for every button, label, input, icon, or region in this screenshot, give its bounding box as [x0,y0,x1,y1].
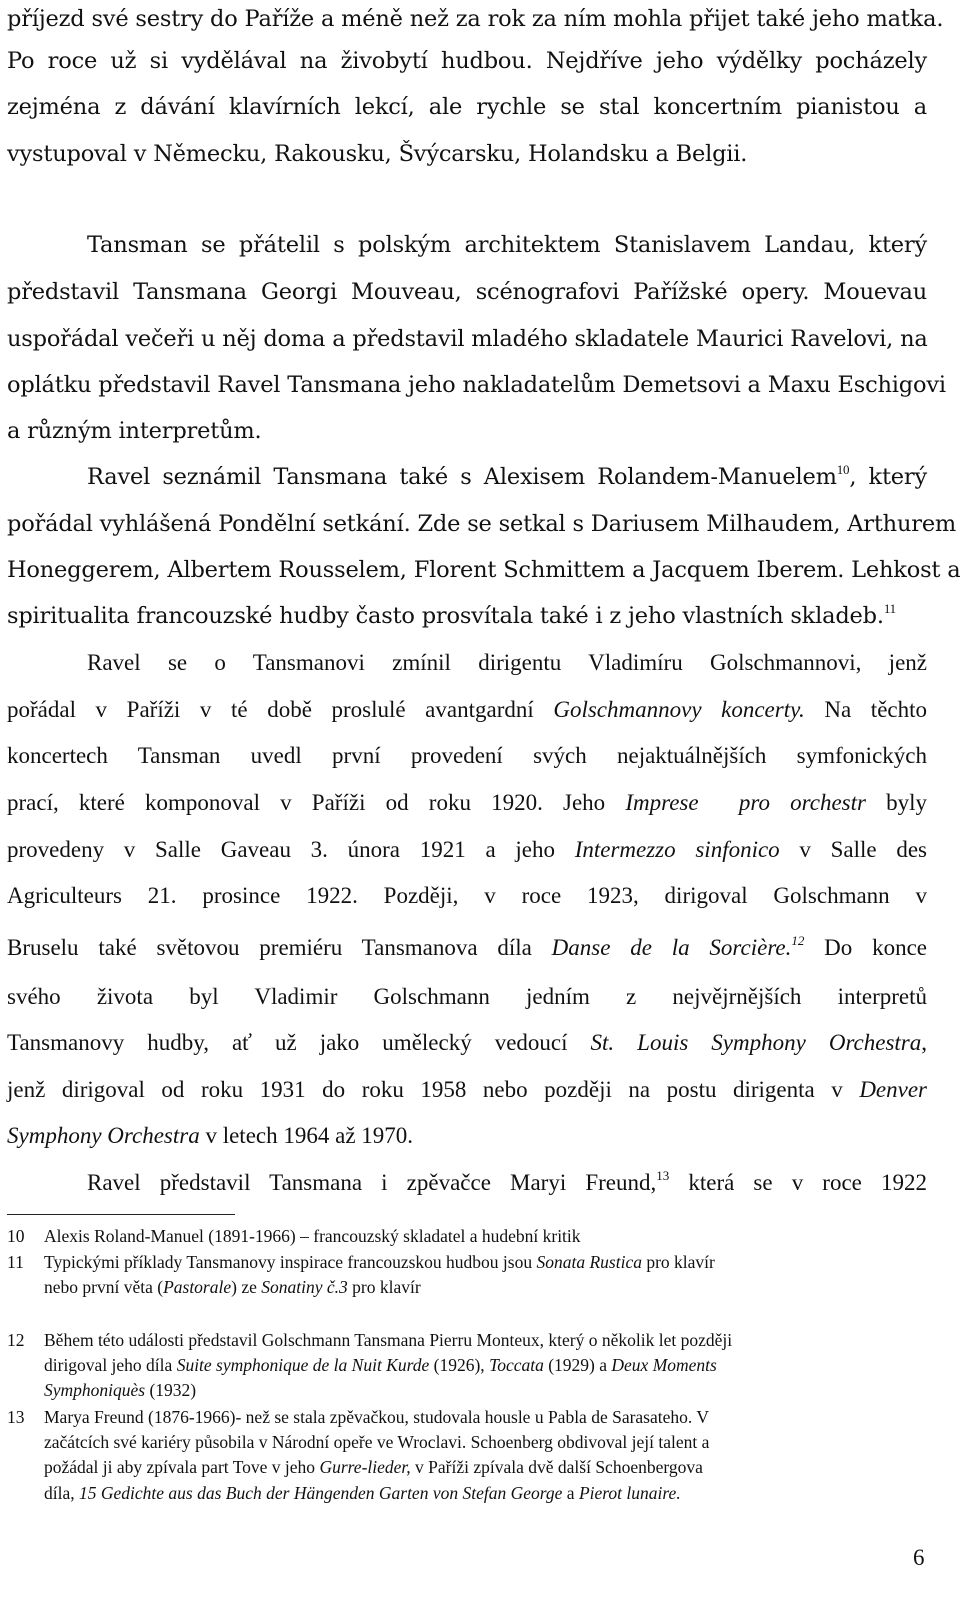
footnote-number: 10 [7,1226,25,1246]
footnote-separator [7,1214,235,1215]
body-line: Honeggerem, Albertem Rousselem, Florent Schmittem a Jacquem Iberem. Lehkost a [7,557,960,583]
text-run: Typickými příklady Tansmanovy inspirace francouzskou hudbou jsou [44,1252,537,1272]
italic-run: Danse de la Sorcière. [551,935,792,960]
text-run: v Salle des [779,837,927,862]
text-run: byly [865,790,928,815]
text-run: , který [849,464,927,490]
text-run: Bruselu také světovou premiéru Tansmanova díla [7,935,552,960]
footnote-number: 11 [7,1252,24,1272]
text-run: ) ze [231,1277,262,1297]
footnote-text: Alexis Roland-Manuel (1891-1966) – francouzský skladatel a hudební kritik [44,1226,581,1246]
text-run: (1932) [145,1380,197,1400]
text-run: , [921,1030,928,1055]
body-line: Tansman se přátelil s polským architektem Stanislavem Landau, který [87,232,927,258]
text-run: Tansmanovy hudby, ať už jako umělecký vedoucí [7,1030,591,1055]
text-run: pro klavír [347,1277,421,1297]
footnote-text [44,1250,924,1274]
body-line: Po roce už si vydělával na živobytí hudbou. Nejdříve jeho výdělky pocházely [7,48,927,74]
text-run: (1929) a [543,1355,612,1375]
text-run: díla, [44,1483,79,1503]
footnote-text [44,1481,924,1505]
body-line: vystupoval v Německu, Rakousku, Švýcarsku, Holandsku a Belgii. [7,141,748,167]
italic-run: Pastorale [163,1277,232,1297]
footnote-ref-13: 13 [656,1168,670,1183]
body-line: Ravel se o Tansmanovi zmínil dirigentu Vladimíru Golschmannovi, jenž [87,650,927,675]
footnote-ref-11: 11 [883,601,896,616]
text-run: prací, které komponoval v Paříži od roku 1920. Jeho [7,790,626,815]
body-line [7,933,927,963]
text-run: v Paříži zpívala dvě další Schoenbergova [410,1457,703,1477]
body-line: představil Tansmana Georgi Mouveau, scénografovi Pařížské opery. Mouevau [7,279,927,305]
body-line [87,462,927,492]
text-run: pořádal v Paříži v té době proslulé avantgardní [7,697,554,722]
footnote-ref-10: 10 [836,462,850,477]
italic-run: Symphony Orchestra [7,1123,200,1148]
body-line: pořádal vyhlášená Pondělní setkání. Zde se setkal s Dariusem Milhaudem, Arthurem [7,511,957,537]
text-run: požádal ji aby zpívala part Tove v jeho [44,1457,320,1477]
text-run: jenž dirigoval od roku 1931 do roku 1958 nebo později na postu dirigenta v [7,1077,860,1102]
text-run: která se v roce 1922 [669,1170,927,1195]
body-line [7,1028,927,1058]
footnote-text: Během této události představil Golschmann Tansmana Pierru Monteux, který o několik let později [44,1330,733,1350]
footnote-number: 12 [7,1330,25,1350]
italic-run: Sonata Rustica [536,1252,642,1272]
text-run: spiritualita francouzské hudby často prosvítala také i z jeho vlastních skladeb. [7,603,884,629]
text-run: provedeny v Salle Gaveau 3. února 1921 a jeho [7,837,575,862]
body-line: svého života byl Vladimir Golschmann jedním z nejvějrnějších interpretů [7,984,927,1009]
body-line: koncertech Tansman uvedl první provedení svých nejaktuálnějších symfonických [7,743,927,768]
italic-run: 15 Gedichte aus das Buch der Hängenden Garten von Stefan George [79,1483,563,1503]
body-line [7,788,927,818]
footnote-text [44,1275,924,1299]
body-line [7,601,927,631]
body-line [7,695,927,725]
text-run: (1926), [429,1355,490,1375]
footnote-text: Marya Freund (1876-1966)- než se stala zpěvačkou, studovala housle u Pabla de Sarasateho. V [44,1407,709,1427]
footnote-text [44,1455,924,1479]
text-run: Do konce [804,935,928,960]
italic-run: Sonatiny č.3 [261,1277,348,1297]
italic-run: Gurre-lieder, [319,1457,411,1477]
text-run: Ravel představil Tansmana i zpěvačce Maryi Freund, [87,1170,657,1195]
italic-run: Denver [859,1077,927,1102]
italic-run: Intermezzo sinfonico [574,837,780,862]
text-run: nebo první věta ( [44,1277,164,1297]
body-line [7,1121,927,1151]
italic-run: St. Louis Symphony Orchestra [590,1030,922,1055]
text-run: Na těchto [804,697,928,722]
italic-run: Pierot lunaire. [578,1483,681,1503]
italic-run: Imprese [625,790,699,815]
italic-run: Deux Moments [611,1355,717,1375]
body-line: příjezd své sestry do Paříže a méně než za rok za ním mohla přijet také jeho matka. [7,6,944,32]
text-run: v letech 1964 až 1970. [199,1123,414,1148]
footnote-text [44,1353,924,1377]
body-line: zejména z dávání klavírních lekcí, ale rychle se stal koncertním pianistou a [7,94,927,120]
footnote-number: 13 [7,1407,25,1427]
italic-run: pro orchestr [738,790,866,815]
body-line [87,1168,927,1198]
body-line: uspořádal večeři u něj doma a představil mladého skladatele Maurici Ravelovi, na [7,326,928,352]
italic-run: Suite symphonique de la Nuit Kurde [176,1355,430,1375]
body-line [7,1075,927,1105]
body-line: oplátku představil Ravel Tansmana jeho nakladatelům Demetsovi a Maxu Eschigovi [7,372,946,398]
italic-run: Toccata [489,1355,544,1375]
italic-run: Symphoniquès [44,1380,146,1400]
footnote-text: začátcích své kariéry působila v Národní opeře ve Wroclavi. Schoenberg obdivoval její talent a [44,1432,710,1452]
italic-run: Golschmannovy koncerty. [553,697,805,722]
page-number: 6 [913,1545,925,1570]
text-run: dirigoval jeho díla [44,1355,177,1375]
text-run: pro klavír [641,1252,715,1272]
body-line [7,835,927,865]
body-line: Agriculteurs 21. prosince 1922. Později, v roce 1923, dirigoval Golschmann v [7,883,927,908]
text-run: Ravel seznámil Tansmana také s Alexisem Rolandem-Manuelem [87,464,837,490]
text-run: a [562,1483,579,1503]
body-line: a různým interpretům. [7,418,262,444]
footnote-ref-12: 12 [791,933,805,948]
footnote-text [44,1378,924,1402]
